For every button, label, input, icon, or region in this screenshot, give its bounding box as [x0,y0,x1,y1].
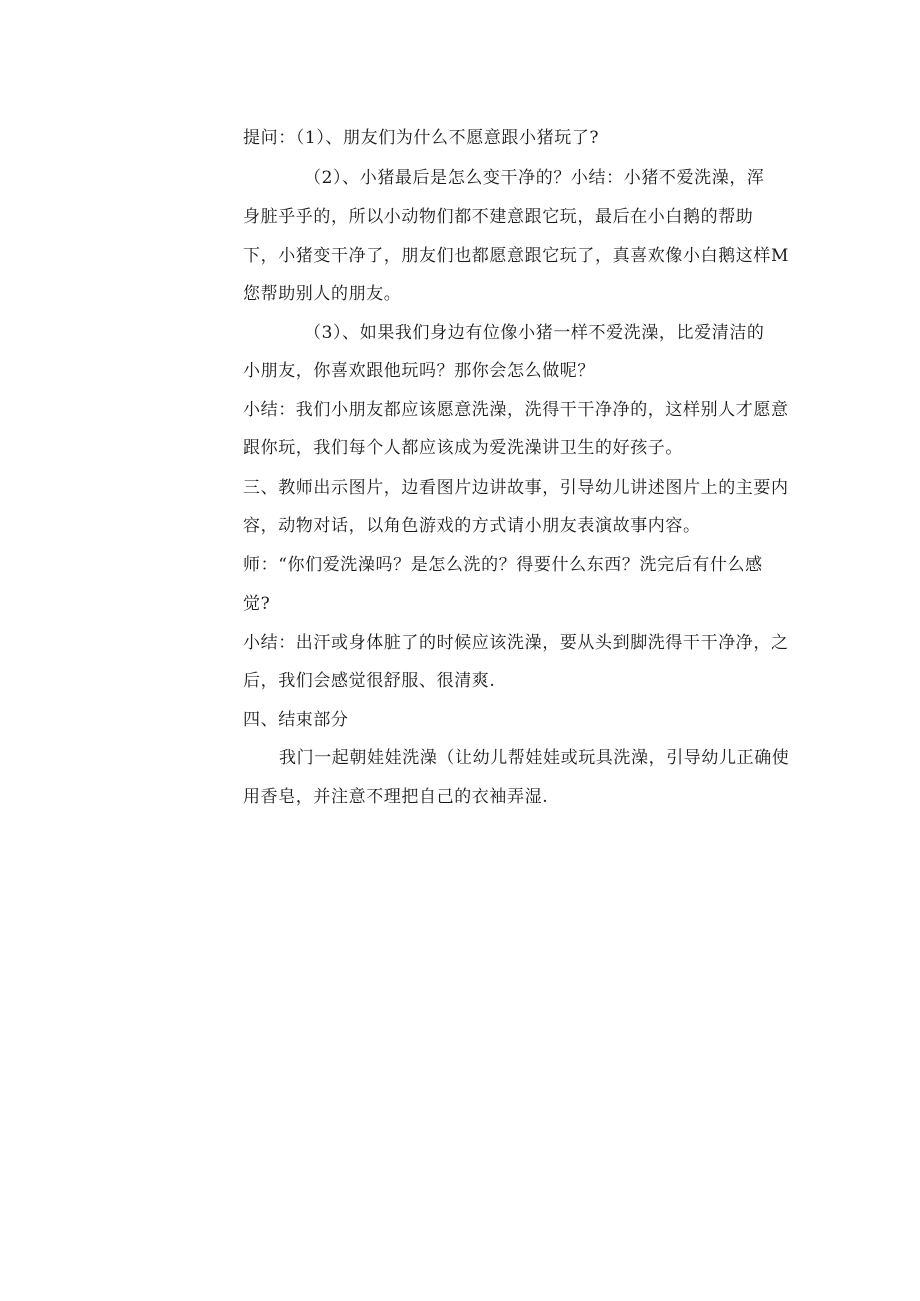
summary-two-line-1: 小结：出汗或身体脏了的时候应该洗澡，要从头到脚洗得干干净净，之 [243,633,789,653]
summary-line-2: 下，小猪变干净了，朋友们也都愿意跟它玩了，真喜欢像小白鹅这样M [243,246,790,266]
summary-line-1: 身脏乎乎的，所以小动物们都不建意跟它玩，最后在小白鹅的帮助 [243,207,754,227]
summary-line-3: 您帮助别人的朋友。 [243,284,402,304]
conclusion-line-1: 小结：我们小朋友都应该愿意洗澡，洗得干干净净的，这样别人才愿意 [243,400,789,420]
teacher-line-2: 觉? [243,594,271,614]
ending-line-2: 用香皂，并注意不理把自己的衣袖弄湿. [243,787,549,807]
question-line-2: （2）、小猪最后是怎么变干净的？小结：小猪不爱洗澡，浑 [304,168,765,188]
summary-two-line-2: 后，我们会感觉很舒服、很清爽. [243,671,496,691]
conclusion-line-2: 跟你玩，我们每个人都应该成为爱洗澡讲卫生的好孩子。 [243,438,683,458]
section-three-line-2: 容，动物对话，以角色游戏的方式请小朋友表演故事内容。 [243,516,701,536]
section-four-heading: 四、结束部分 [243,710,349,730]
question-line-4: 小朋友，你喜欢跟他玩吗？那你会怎么做呢？ [243,361,595,381]
teacher-line-1: 师：“你们爱洗澡吗？是怎么洗的？得要什么东西？洗完后有什么感 [243,555,763,575]
question-line-3: （3）、如果我们身边有位像小猪一样不爱洗澡，比爱清洁的 [304,323,765,343]
section-three-line-1: 三、教师出示图片，边看图片边讲故事，引导幼儿讲述图片上的主要内 [243,478,789,498]
ending-line-1: 我门一起朝娃娃洗澡（让幼儿帮娃娃或玩具洗澡，引导幼儿正确使 [279,748,790,768]
question-line-1: 提问：（1）、朋友们为什么不愿意跟小猪玩了? [243,128,600,148]
